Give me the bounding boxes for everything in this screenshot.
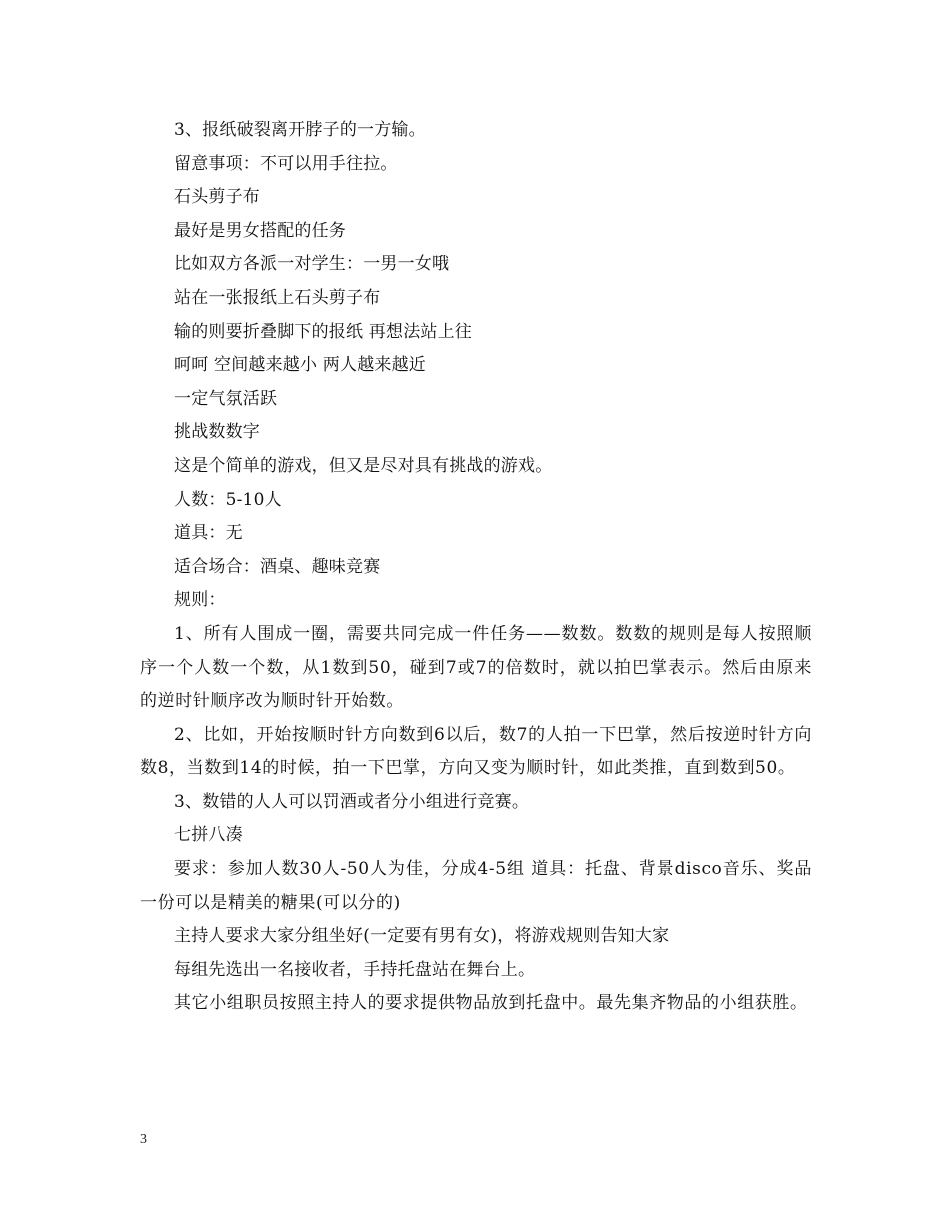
text-line: 七拼八凑 <box>174 825 243 846</box>
text-line: 这是个简单的游戏，但又是尽对具有挑战的游戏。 <box>174 455 553 476</box>
text-line: 道具：无 <box>174 523 243 544</box>
text-line: 站在一张报纸上石头剪子布 <box>174 287 381 308</box>
text-line: 石头剪子布 <box>174 187 260 208</box>
rule-paragraph: 1、所有人围成一圈，需要共同完成一件任务——数数。数数的规则是每人按照顺序一个人数一个数，从1数到50，碰到7或7的倍数时，就以拍巴掌表示。然后由原来的逆时针顺序改为顺时针开始数。 <box>140 623 812 712</box>
text-line: 每组先选出一名接收者，手持托盘站在舞台上。 <box>174 959 536 980</box>
text-line: 留意事项：不可以用手往拉。 <box>174 153 398 174</box>
text-line: 挑战数数字 <box>174 422 260 443</box>
text-line: 适合场合：酒桌、趣味竞赛 <box>174 556 381 577</box>
text-line: 主持人要求大家分组坐好(一定要有男有女)，将游戏规则告知大家 <box>174 926 670 947</box>
rule-paragraph: 2、比如，开始按顺时针方向数到6以后，数7的人拍一下巴掌，然后按逆时针方向数8，当数到14的时候，拍一下巴掌，方向又变为顺时针，如此类推，直到数到50。 <box>140 724 812 779</box>
text-line: 一定气氛活跃 <box>174 388 278 409</box>
text-line: 规则： <box>174 590 226 611</box>
text-paragraph: 其它小组职员按照主持人的要求提供物品放到托盘中。最先集齐物品的小组获胜。 <box>174 993 808 1014</box>
text-line: 3、数错的人人可以罚酒或者分小组进行竞赛。 <box>174 791 530 812</box>
requirement-paragraph: 要求：参加人数30人-50人为佳，分成4-5组 道具：托盘、背景disco音乐、奖品一份可以是精美的糖果(可以分的) <box>140 859 812 913</box>
text-line: 最好是男女搭配的任务 <box>174 220 346 241</box>
text-line: 人数：5-10人 <box>174 489 282 510</box>
text-line: 比如双方各派一对学生：一男一女哦 <box>174 254 450 275</box>
text-line: 3、报纸破裂离开脖子的一方输。 <box>174 120 426 140</box>
text-line: 输的则要折叠脚下的报纸 再想法站上往 <box>174 321 473 342</box>
document-body <box>140 114 812 1021</box>
text-line: 呵呵 空间越来越小 两人越来越近 <box>174 355 427 376</box>
page-number: 3 <box>140 1132 147 1147</box>
